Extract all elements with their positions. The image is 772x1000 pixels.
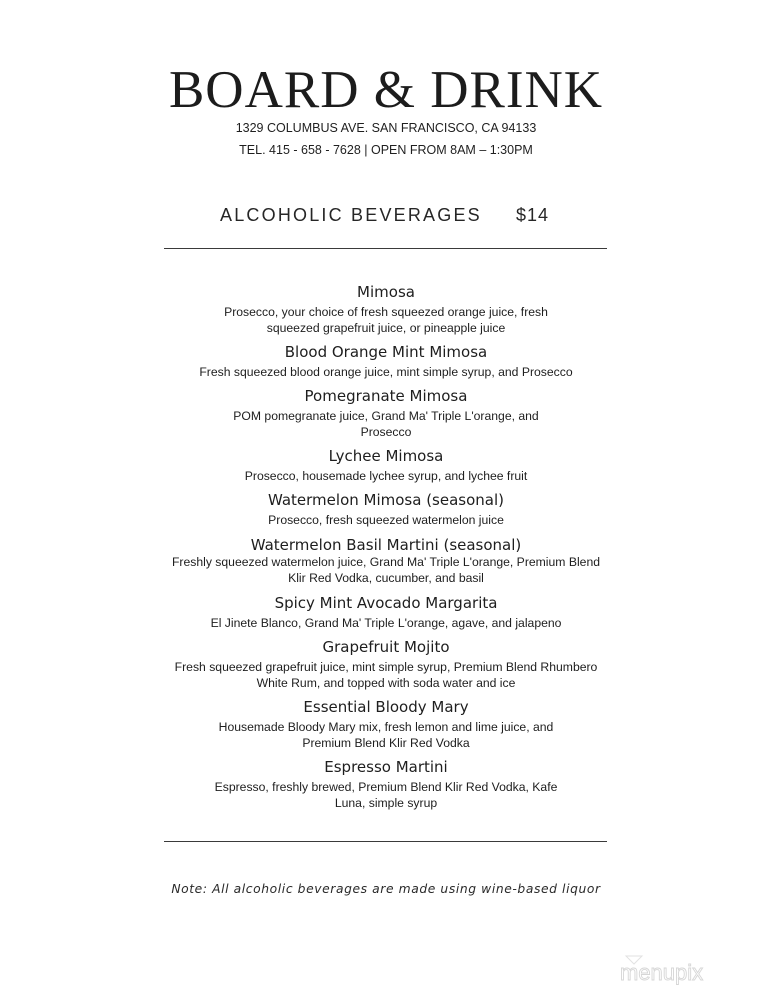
restaurant-address: 1329 COLUMBUS AVE. SAN FRANCISCO, CA 94133 [235, 121, 537, 135]
desc-line: Prosecco, housemade lychee syrup, and lychee fruit [244, 469, 528, 483]
desc-line: Fresh squeezed blood orange juice, mint simple syrup, and Prosecco [199, 365, 573, 379]
desc-line: Klir Red Vodka, cucumber, and basil [288, 571, 484, 585]
desc-line: Luna, simple syrup [334, 796, 438, 810]
desc-line: squeezed grapefruit juice, or pineapple juice [266, 321, 506, 335]
menu-item [0, 535, 772, 586]
bottom-divider [164, 841, 607, 842]
desc-line: Prosecco, your choice of fresh squeezed orange juice, fresh [224, 305, 548, 319]
item-description [0, 659, 772, 691]
item-name: Spicy Mint Avocado Margarita [274, 594, 498, 612]
desc-line: Premium Blend Klir Red Vodka [302, 736, 470, 750]
desc-line: Prosecco, fresh squeezed watermelon juice [268, 513, 504, 527]
desc-line: White Rum, and topped with soda water and ice [256, 676, 516, 690]
item-description [0, 554, 772, 586]
desc-line: Fresh squeezed grapefruit juice, mint simple syrup, Premium Blend Rhumbero [174, 660, 598, 674]
item-name: Mimosa [357, 283, 415, 301]
watermark-logo [612, 950, 752, 990]
item-description [0, 408, 772, 440]
item-name: Espresso Martini [324, 758, 448, 776]
restaurant-title: BOARD & DRINK [168, 61, 604, 119]
phone-hours: TEL. 415 - 658 - 7628 | OPEN FROM 8AM – 1:30PM [239, 143, 533, 157]
section-price: $14 [516, 205, 550, 225]
menu-item [0, 593, 772, 631]
desc-line: Housemade Bloody Mary mix, fresh lemon and lime juice, and [218, 720, 554, 734]
item-name: Watermelon Basil Martini (seasonal) [250, 536, 522, 554]
menu-item [0, 490, 772, 528]
item-description [0, 719, 772, 751]
item-description [0, 364, 772, 380]
item-name: Blood Orange Mint Mimosa [284, 343, 488, 361]
menu-item [0, 446, 772, 484]
menu-item [0, 757, 772, 811]
desc-line: Freshly squeezed watermelon juice, Grand Ma' Triple L'orange, Premium Blend [171, 555, 601, 569]
item-name: Grapefruit Mojito [322, 638, 450, 656]
item-name: Lychee Mimosa [328, 447, 444, 465]
item-description [0, 304, 772, 336]
menu-item [0, 342, 772, 380]
item-name: Watermelon Mimosa (seasonal) [267, 491, 504, 509]
item-description [0, 468, 772, 484]
top-divider [164, 248, 607, 249]
menu-item [0, 697, 772, 751]
menu-item [0, 637, 772, 691]
item-description [0, 779, 772, 811]
item-description [0, 615, 772, 631]
desc-line: POM pomegranate juice, Grand Ma' Triple L'orange, and [233, 409, 539, 423]
item-name: Essential Bloody Mary [303, 698, 469, 716]
desc-line: Prosecco [360, 425, 412, 439]
watermark-text: menupix [620, 960, 704, 985]
desc-line: El Jinete Blanco, Grand Ma' Triple L'orange, agave, and jalapeno [210, 616, 562, 630]
menu-item [0, 282, 772, 336]
footer-note: Note: All alcoholic beverages are made using wine-based liquor [171, 882, 601, 896]
menu-item [0, 386, 772, 440]
item-name: Pomegranate Mimosa [304, 387, 468, 405]
desc-line: Espresso, freshly brewed, Premium Blend Klir Red Vodka, Kafe [214, 780, 558, 794]
section-title: ALCOHOLIC BEVERAGES [220, 205, 482, 225]
item-description [0, 512, 772, 528]
